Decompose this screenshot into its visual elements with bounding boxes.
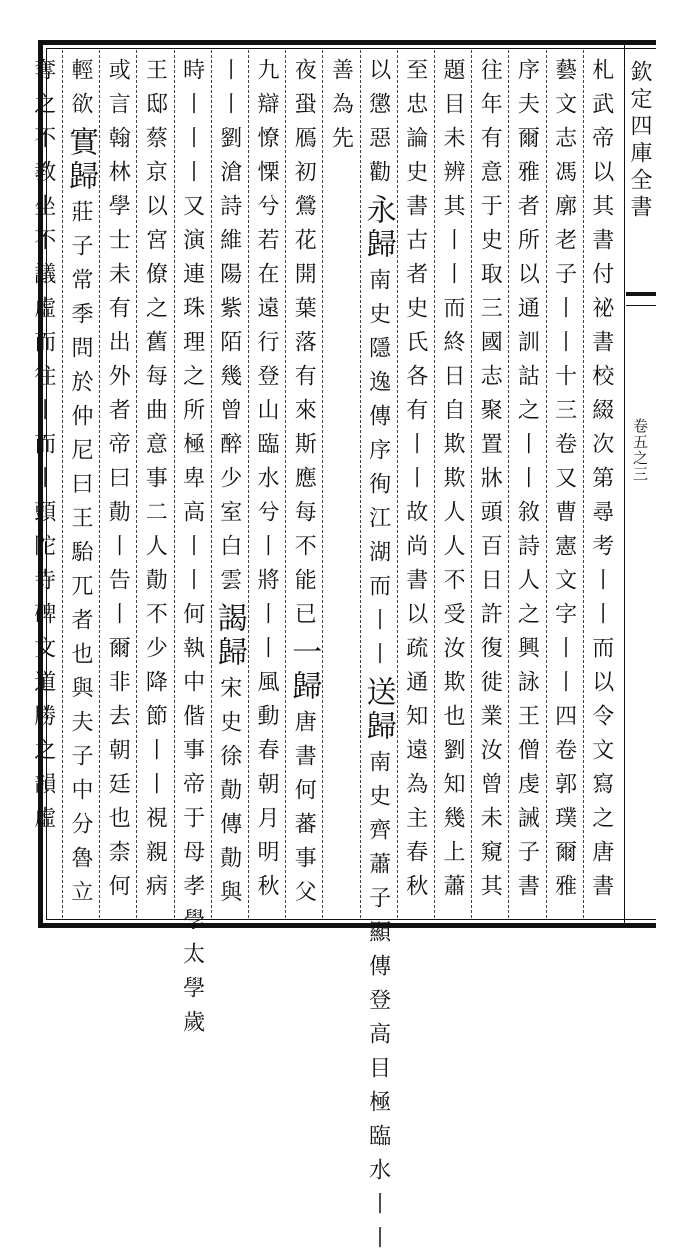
column-text: 至忠論史書古者史氏各有丨丨故尚書以疏通知遠為主春秋 — [402, 58, 428, 908]
text-column — [397, 58, 434, 916]
text-column — [211, 58, 248, 916]
text-column — [285, 58, 322, 916]
fishtail-mark — [626, 292, 656, 306]
column-text: 丨丨劉滄詩維陽紫陌幾曾醉少室白雲 — [216, 58, 242, 602]
column-text: 唐書何蕃事父 — [291, 710, 317, 914]
text-column — [136, 58, 173, 916]
text-column — [546, 58, 583, 916]
column-text: 莊子常季問於仲尼曰王駘兀者也與夫子中分魯立 — [68, 200, 93, 914]
column-divider — [546, 50, 547, 918]
column-divider — [360, 50, 361, 918]
text-column — [248, 58, 285, 916]
column-divider — [583, 50, 584, 918]
juan-label: 卷五之三 — [631, 418, 649, 482]
text-column — [471, 58, 508, 916]
column-text: 輕欲 — [68, 58, 93, 126]
column-text: 南史隱逸傳序徇江湖而丨丨 — [365, 268, 391, 676]
column-divider — [285, 50, 286, 918]
headword: 實歸 — [63, 126, 98, 194]
column-text: 王邸蔡京以宮僚之舊每曲意事二人勣不少降節丨丨視親病 — [142, 58, 168, 908]
column-text: 往年有意于史取三國志聚置牀頭百日許復徙業汝曾未窺其 — [477, 58, 503, 908]
column-divider — [471, 50, 472, 918]
edition-title: 欽定四庫全書 — [627, 60, 652, 222]
column-text: 夜蛩鴈初鶯花開葉落有來斯應每不能已 — [291, 58, 317, 636]
text-column — [174, 58, 211, 1044]
text-column — [99, 58, 136, 916]
column-text: 時丨丨丨又演連珠理之所極卑高丨丨何執中偕事帝于母孝學太學歲 — [179, 58, 205, 1044]
column-text: 序夫爾雅者所以通訓詁之丨丨敘詩人之興詠王僧虔誡子書 — [514, 58, 540, 908]
column-divider — [508, 50, 509, 918]
text-column — [322, 58, 359, 916]
column-divider — [211, 50, 212, 918]
text-column — [25, 58, 62, 916]
column-text: 南史齊蕭子顯傳登高目極臨水丨丨 — [365, 750, 391, 1260]
column-text: 九辯憭慄兮若在遠行登山臨水兮丨將丨丨風動春朝月明秋 — [254, 58, 279, 908]
headword: 一歸 — [286, 636, 322, 704]
column-text: 宋史徐勣傳勣與 — [216, 676, 242, 914]
column-divider — [397, 50, 398, 918]
text-column — [583, 58, 620, 916]
text-column — [508, 58, 545, 916]
column-text: 以懲惡勸 — [365, 58, 391, 194]
column-divider — [248, 50, 249, 918]
column-text: 奪之不教坐不議虛而往丨而丨頭陀寺碑文道勝之韻虛 — [30, 58, 56, 840]
text-column — [360, 58, 397, 1260]
text-column — [434, 58, 471, 916]
headword: 送歸 — [360, 676, 396, 744]
column-divider — [62, 50, 63, 918]
column-divider — [434, 50, 435, 918]
column-divider — [174, 50, 175, 918]
column-text: 札武帝以其書付祕書校綴次第尋考丨丨而以令文寫之唐書 — [588, 58, 614, 908]
column-divider — [99, 50, 100, 918]
column-text: 善為先 — [328, 58, 354, 160]
column-divider — [136, 50, 137, 918]
column-divider — [322, 50, 323, 918]
column-text: 藝文志馮廓老子丨丨十三卷又曹憲文字丨丨四卷郭璞爾雅 — [551, 58, 577, 908]
column-text: 題目未辨其丨丨而終日自欺欺人人不受汝欺也劉知幾上蕭 — [440, 58, 465, 908]
text-column — [62, 58, 99, 916]
headword: 謁歸 — [211, 602, 247, 670]
headword: 永歸 — [360, 194, 396, 262]
column-text: 或言翰林學士未有出外者帝曰勣丨告丨爾非去朝廷也柰何 — [105, 58, 131, 908]
